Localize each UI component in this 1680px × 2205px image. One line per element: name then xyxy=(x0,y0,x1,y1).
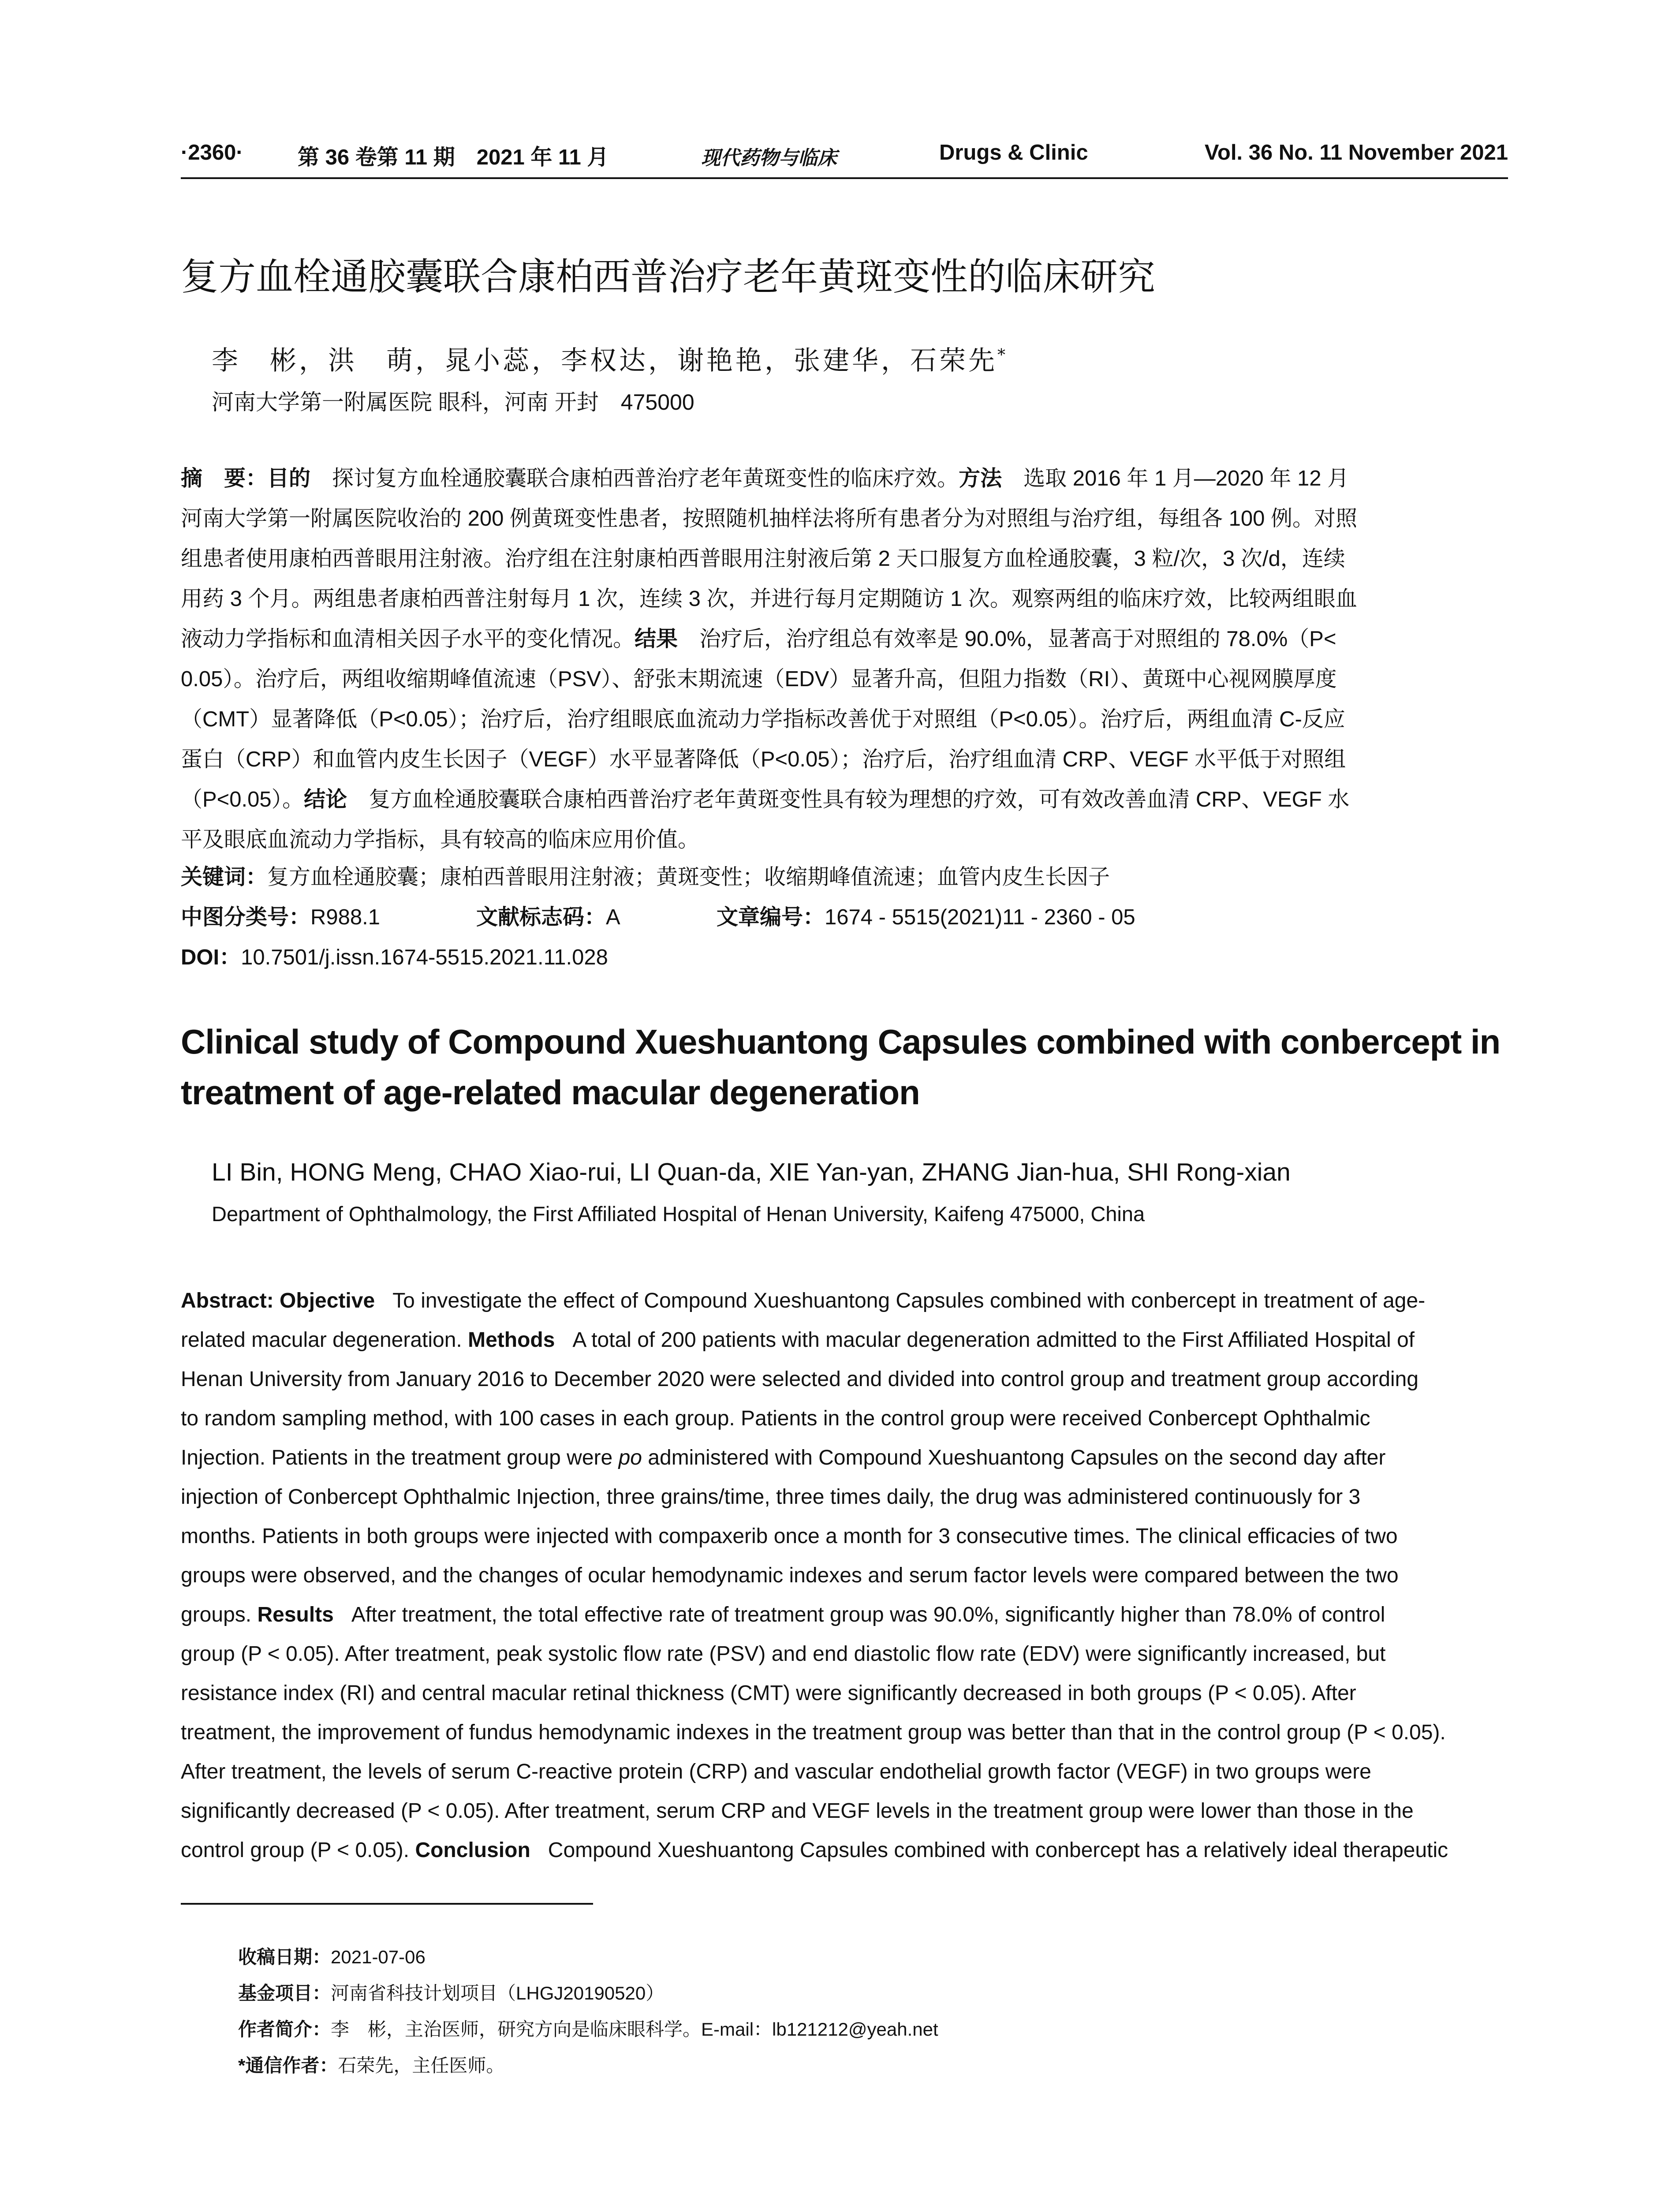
en-abstract-line: resistance index (RI) and central macular retinal thickness (CMT) were significantly decreased in both groups (P < 0.05). After xyxy=(181,1682,1356,1705)
en-text: groups. xyxy=(181,1603,252,1626)
en-abstract-line: injection of Conbercept Ophthalmic Injection, three grains/time, three times daily, the drug was administered continuously for 3 xyxy=(181,1485,1361,1509)
en-abstract-line: Henan University from January 2016 to December 2020 were selected and divided into control group and treatment group according xyxy=(181,1368,1419,1391)
cn-affiliation: 河南大学第一附属医院 眼科，河南 开封 475000 xyxy=(212,390,694,415)
cn-abstract-line: （CMT）显著降低（P<0.05）；治疗后，治疗组眼底血流动力学指标改善优于对照组（P<0.05）。治疗后，两组血清 C-反应 xyxy=(181,707,1345,731)
fn-label: 收稿日期： xyxy=(238,1947,331,1967)
journal-cn: 现代药物与临床 xyxy=(701,147,837,169)
en-abstract xyxy=(181,1281,1508,1870)
en-abstract-line: to random sampling method, with 100 cases in each group. Patients in the control group were received Conbercept Ophthalmic xyxy=(181,1407,1370,1430)
en-abstract-line: After treatment, the levels of serum C-reactive protein (CRP) and vascular endothelial growth factor (VEGF) in two groups were xyxy=(181,1760,1371,1783)
en-abstract-line: group (P < 0.05). After treatment, peak systolic flow rate (PSV) and end diastolic flow rate (EDV) were significantly increased, but xyxy=(181,1642,1386,1666)
fn-value: 李 彬，主治医师，研究方向是临床眼科学。E-mail：lb121212@yeah.net xyxy=(331,2019,938,2040)
en-po: po xyxy=(618,1446,642,1469)
footnote-fund xyxy=(238,1979,664,2005)
methods-text: 选取 2016 年 1 月—2020 年 12 月 xyxy=(1023,467,1349,490)
fn-value: 河南省科技计划项目（LHGJ20190520） xyxy=(331,1983,665,2003)
fn-label: 作者简介： xyxy=(238,2019,331,2040)
en-conclusion-label: Conclusion xyxy=(415,1839,530,1862)
cn-title: 复方血栓通胶囊联合康柏西普治疗老年黄斑变性的临床研究 xyxy=(181,256,1156,298)
article-no-value: 1674 - 5515(2021)11 - 2360 - 05 xyxy=(825,905,1135,929)
journal-en: Drugs & Clinic xyxy=(939,141,1088,164)
conclusion-label: 结论 xyxy=(304,788,347,811)
clc-label: 中图分类号： xyxy=(181,905,311,929)
corresponding-mark: * xyxy=(997,346,1008,364)
objective-label: 目的 xyxy=(267,467,311,490)
en-affiliation: Department of Ophthalmology, the First Affiliated Hospital of Henan University, Kaifeng 475000, China xyxy=(212,1202,1145,1226)
en-text: related macular degeneration. xyxy=(181,1328,462,1352)
cn-abstract-line: 0.05）。治疗后，两组收缩期峰值流速（PSV）、舒张末期流速（EDV）显著升高，但阻力指数（RI）、黄斑中心视网膜厚度 xyxy=(181,667,1337,691)
en-abstract-line xyxy=(181,1831,1508,1870)
en-text: administered with Compound Xueshuantong Capsules on the second day after xyxy=(648,1446,1386,1469)
cn-abstract-line xyxy=(181,619,1508,659)
en-abstract-line: groups were observed, and the changes of ocular hemodynamic indexes and serum factor levels were compared between the two xyxy=(181,1564,1399,1587)
cn-author-list: 李 彬，洪 萌，晁小蕊，李权达，谢艳艳，张建华，石荣先 xyxy=(212,345,997,376)
en-abstract-line xyxy=(181,1320,1508,1360)
cn-abstract-line: 组患者使用康柏西普眼用注射液。治疗组在注射康柏西普眼用注射液后第 2 天口服复方血栓通胶囊，3 粒/次，3 次/d，连续 xyxy=(181,547,1345,571)
en-text: A total of 200 patients with macular degeneration admitted to the First Affiliated Hospital of xyxy=(572,1328,1415,1352)
doi-value: 10.7501/j.issn.1674-5515.2021.11.028 xyxy=(241,946,608,969)
article-no-label: 文章编号： xyxy=(717,905,825,929)
fn-label: 基金项目： xyxy=(238,1983,331,2003)
en-title: Clinical study of Compound Xueshuantong Capsules combined with conbercept in treatment of age-related macular degeneration xyxy=(181,1022,1501,1112)
en-abstract-line: treatment, the improvement of fundus hemodynamic indexes in the treatment group was better than that in the control group (P < 0.05). xyxy=(181,1721,1446,1744)
objective-text: 探讨复方血栓通胶囊联合康柏西普治疗老年黄斑变性的临床疗效。 xyxy=(332,467,959,490)
cn-abstract-line: 用药 3 个月。两组患者康柏西普注射每月 1 次，连续 3 次，并进行每月定期随访 1 次。观察两组的临床疗效，比较两组眼血 xyxy=(181,587,1357,611)
en-text: control group (P < 0.05). xyxy=(181,1839,410,1862)
doi-label: DOI： xyxy=(181,946,241,969)
en-abstract-line: months. Patients in both groups were injected with compaxerib once a month for 3 consecutive times. The clinical efficacies of two xyxy=(181,1525,1398,1548)
cn-keywords xyxy=(181,860,1110,891)
results-text: （P<0.05）。 xyxy=(181,788,304,811)
issue-en: Vol. 36 No. 11 November 2021 xyxy=(1204,141,1508,164)
results-text: 治疗后，治疗组总有效率是 90.0%，显著高于对照组的 78.0%（P< xyxy=(699,627,1337,651)
keywords-label: 关键词： xyxy=(181,865,268,889)
header-rule xyxy=(181,177,1508,179)
cn-abstract-line xyxy=(181,780,1508,820)
footnote-corresponding xyxy=(238,2051,504,2078)
cn-doi xyxy=(181,940,608,971)
en-text: Injection. Patients in the treatment group were xyxy=(181,1446,613,1469)
en-text: To investigate the effect of Compound Xueshuantong Capsules combined with conbercept in treatment of age- xyxy=(392,1289,1426,1312)
cn-abstract-line xyxy=(181,459,1508,499)
en-abstract-line xyxy=(181,1438,1508,1477)
en-methods-label: Methods xyxy=(468,1328,555,1352)
footnote-received xyxy=(238,1943,426,1969)
en-authors: LI Bin, HONG Meng, CHAO Xiao-rui, LI Quan-da, XIE Yan-yan, ZHANG Jian-hua, SHI Rong-xian xyxy=(212,1158,1291,1186)
cn-abstract-line: 平及眼底血流动力学指标，具有较高的临床应用价值。 xyxy=(181,828,700,852)
cn-authors xyxy=(212,340,1008,377)
en-results-label: Results xyxy=(257,1603,334,1626)
en-abstract-line xyxy=(181,1281,1508,1320)
en-text: Compound Xueshuantong Capsules combined with conbercept has a relatively ideal therapeutic xyxy=(548,1839,1449,1862)
conclusion-text: 复方血栓通胶囊联合康柏西普治疗老年黄斑变性具有较为理想的疗效，可有效改善血清 CRP、VEGF 水 xyxy=(369,788,1350,811)
abstract-label: 摘 要： xyxy=(181,467,268,490)
fn-label: *通信作者： xyxy=(238,2055,338,2076)
en-abstract-label: Abstract: Objective xyxy=(181,1289,375,1312)
results-label: 结果 xyxy=(635,627,678,651)
doc-code-label: 文献标志码： xyxy=(476,905,606,929)
running-header xyxy=(181,140,1508,172)
methods-text: 液动力学指标和血清相关因子水平的变化情况。 xyxy=(181,627,635,651)
footnote-rule xyxy=(181,1903,593,1905)
cn-abstract-line: 蛋白（CRP）和血管内皮生长因子（VEGF）水平显著降低（P<0.05）；治疗后，治疗组血清 CRP、VEGF 水平低于对照组 xyxy=(181,747,1346,771)
fn-value: 2021-07-06 xyxy=(331,1947,426,1967)
clc-value: R988.1 xyxy=(310,905,381,929)
fn-value: 石荣先，主任医师。 xyxy=(338,2055,505,2076)
methods-label: 方法 xyxy=(959,467,1002,490)
cn-classification xyxy=(181,900,1135,931)
en-abstract-line: significantly decreased (P < 0.05). After treatment, serum CRP and VEGF levels in the treatment group were lower than those in the xyxy=(181,1799,1414,1823)
issue-cn: 第 36 卷第 11 期 2021 年 11 月 xyxy=(298,146,609,169)
page-marker: ·2360· xyxy=(181,141,243,164)
cn-abstract-line: 河南大学第一附属医院收治的 200 例黄斑变性患者，按照随机抽样法将所有患者分为对照组与治疗组，每组各 100 例。对照 xyxy=(181,507,1357,531)
doc-code-value: A xyxy=(606,905,620,929)
footnote-author xyxy=(238,2015,938,2041)
en-abstract-line xyxy=(181,1595,1508,1634)
keywords-text: 复方血栓通胶囊；康柏西普眼用注射液；黄斑变性；收缩期峰值流速；血管内皮生长因子 xyxy=(267,865,1110,889)
en-text: After treatment, the total effective rate of treatment group was 90.0%, significantly higher than 78.0% of control xyxy=(351,1603,1385,1626)
cn-abstract xyxy=(181,459,1508,860)
